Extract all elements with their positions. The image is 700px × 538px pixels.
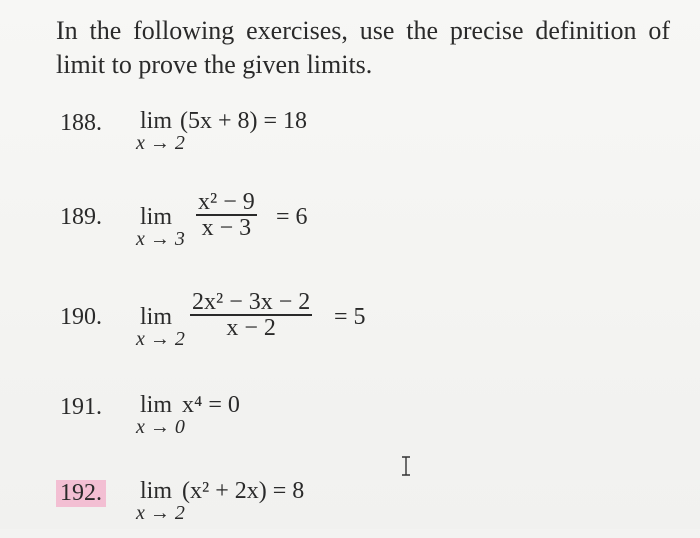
- lim-subscript: x → 2: [136, 132, 185, 154]
- denominator: x − 2: [226, 315, 276, 341]
- numerator: x² − 9: [198, 189, 255, 215]
- instructions-line-1: In the following exercises, use the precise definition of: [56, 16, 670, 45]
- lim-operator: lim: [140, 304, 173, 330]
- numerator: 2x² − 3x − 2: [192, 289, 311, 315]
- exercise-191: [58, 392, 658, 452]
- exercise-number: 188.: [60, 110, 102, 136]
- exercise-188: [58, 108, 658, 168]
- instructions-line-2: limit to prove the given limits.: [56, 50, 373, 79]
- fraction: [190, 290, 312, 340]
- instructions: [56, 14, 676, 82]
- right-hand-side: = 6: [276, 204, 308, 230]
- text-cursor-icon: [400, 456, 412, 476]
- exercise-number: 191.: [60, 394, 102, 420]
- limit-body: (5x + 8) = 18: [180, 108, 308, 134]
- lim-subscript: x → 3: [136, 228, 185, 250]
- exercise-number-highlighted: 192.: [56, 480, 106, 507]
- denominator: x − 3: [201, 215, 252, 241]
- lim-operator: lim: [140, 108, 173, 134]
- lim-operator: lim: [140, 478, 173, 504]
- limit-body: (x² + 2x) = 8: [182, 478, 305, 504]
- lim-subscript: x → 2: [136, 328, 185, 350]
- limit-body: x⁴ = 0: [182, 392, 240, 418]
- exercise-189: [58, 186, 658, 250]
- fraction: [196, 190, 257, 240]
- lim-subscript: x → 2: [136, 502, 185, 524]
- exercise-number: 189.: [60, 204, 102, 230]
- exercise-192: [58, 478, 658, 538]
- exercise-190: [58, 284, 658, 350]
- exercise-number: 190.: [60, 304, 102, 330]
- lim-operator: lim: [140, 392, 173, 418]
- lim-operator: lim: [140, 204, 173, 230]
- lim-subscript: x → 0: [136, 416, 185, 438]
- right-hand-side: = 5: [334, 304, 366, 330]
